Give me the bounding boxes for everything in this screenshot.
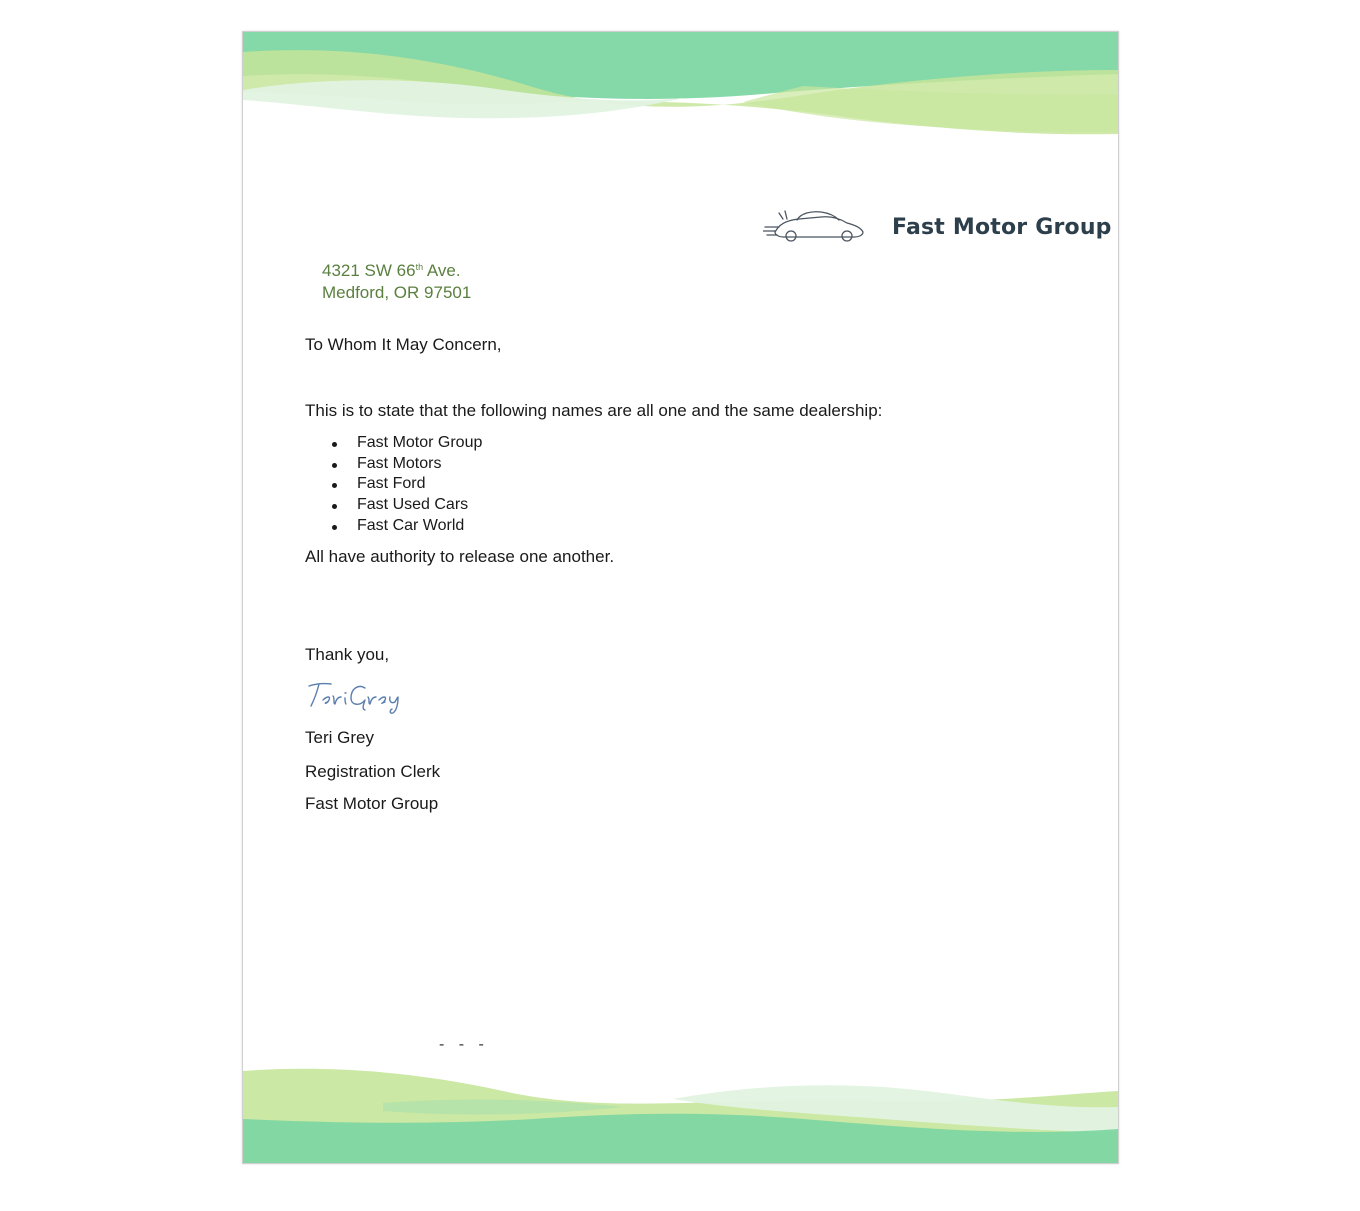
company-address	[322, 256, 471, 304]
signer-name: Teri Grey	[305, 728, 374, 747]
closing: Thank you,	[305, 645, 390, 664]
car-logo-icon	[763, 207, 873, 247]
intro-paragraph: This is to state that the following names are all one and the same dealership:	[305, 401, 883, 420]
address-line-1: 4321 SW 66th Ave.	[322, 261, 461, 280]
handwritten-signature	[305, 676, 405, 716]
authority-statement: All have authority to release one another.	[305, 547, 615, 566]
list-item: Fast Ford	[305, 474, 482, 495]
list-item: Fast Motor Group	[305, 433, 482, 454]
list-item: Fast Used Cars	[305, 495, 482, 516]
list-item: Fast Car World	[305, 516, 482, 537]
signer-title: Registration Clerk	[305, 762, 441, 781]
salutation: To Whom It May Concern,	[305, 335, 502, 354]
footer-marks: - - -	[439, 1036, 489, 1053]
header-wave-decoration	[243, 32, 1118, 172]
address-line-2: Medford, OR 97501	[322, 283, 472, 302]
signer-company: Fast Motor Group	[305, 794, 439, 813]
company-name: Fast Motor Group	[892, 215, 1112, 240]
dealership-names-list	[305, 433, 482, 536]
footer-wave-decoration	[243, 1063, 1118, 1163]
list-item: Fast Motors	[305, 454, 482, 475]
letter-page	[242, 31, 1119, 1164]
